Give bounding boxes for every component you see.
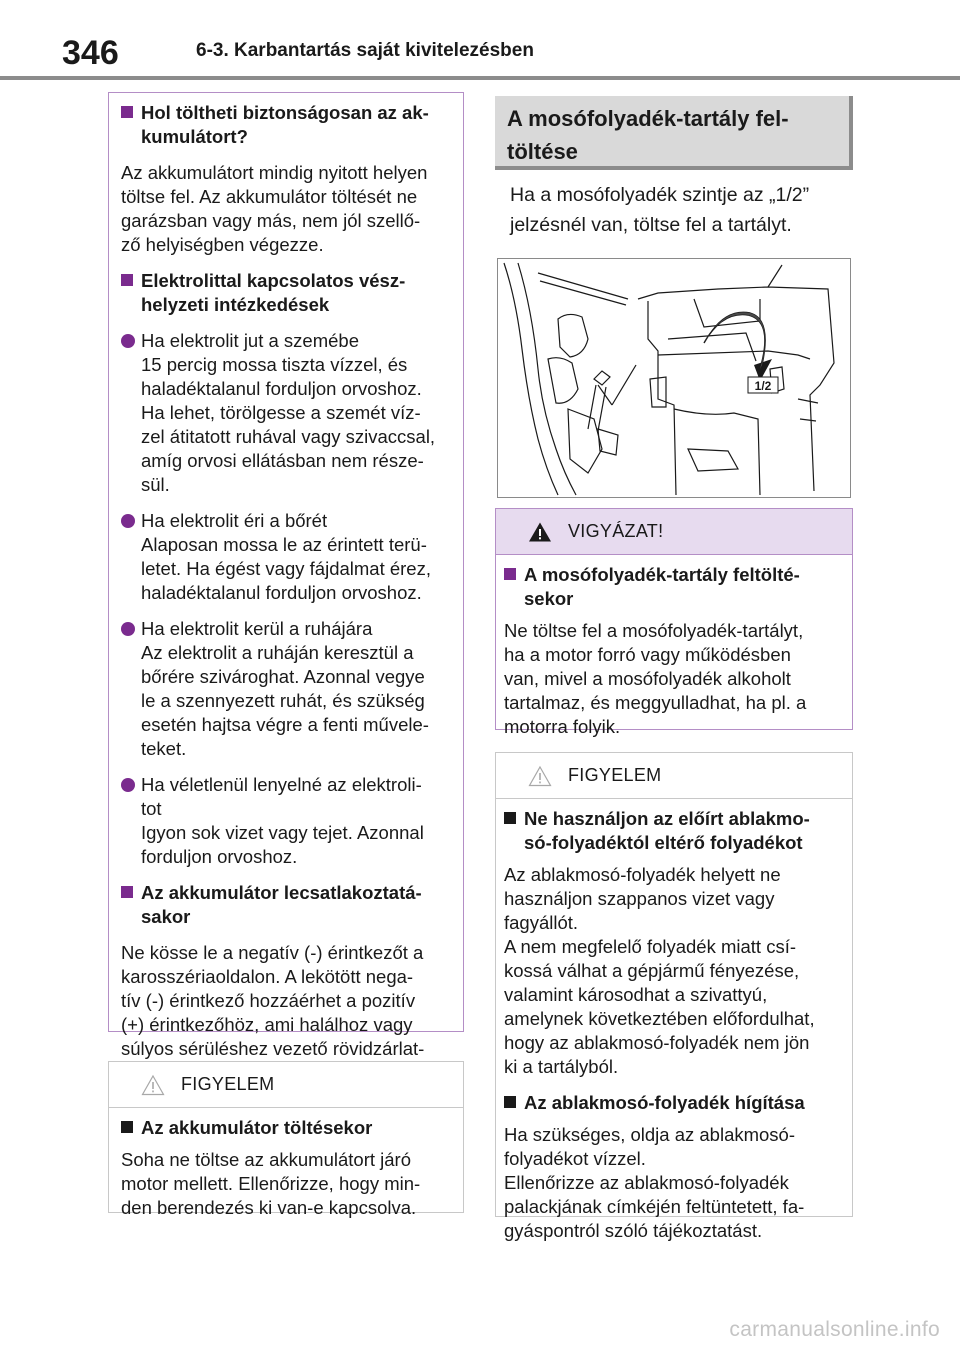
notice-header [496,753,852,799]
caution-label: VIGYÁZAT! [568,521,664,541]
round-bullet-icon [121,622,135,636]
subheading-filling-reservoir: A mosófolyadék-tartály feltölté- sekor [504,563,838,611]
header-rule [0,76,960,80]
watermark-text: carmanualsonline.info [729,1318,940,1341]
subheading-disconnecting: Az akkumulátor lecsatlakoztatá- sakor [121,881,449,929]
square-bullet-icon [121,886,133,898]
half-level-marker: 1/2 [754,379,772,393]
notice-box-washer-fluid [495,752,853,1241]
notice-header [109,1062,463,1108]
bullet-eye-contact: Ha elektrolit jut a szemébe 15 percig mossa tiszta vízzel, és haladéktalanul forduljon orvoshoz. Ha lehet, törölgesse a szemét víz- zel átitatott ruhával vagy szivaccsal, amíg orvosi ellátásban nem része- sül. [121,329,449,497]
square-bullet-icon [121,274,133,286]
paragraph-safe-charging: Az akkumulátort mindig nyitott helyen töltse fel. Az akkumulátor töltését ne garázsban vagy más, nem jól szellő- ző helyiségben végezze. [121,162,428,255]
paragraph-correct-fluid: Az ablakmosó-folyadék helyett ne használjon szappanos vizet vagy fagyállót. A nem megfelelő folyadék miatt csí- kossá válhat a gépjármű fényezése, valamint károsodhat a szivattyú, amelynek következtében előfordulhat, hogy az ablakmosó-folyadék nem jön ki a tartályból. [504,864,815,1077]
notice-box-charging [108,1061,464,1218]
page-number: 346 [62,34,119,72]
subheading-diluting-fluid: Az ablakmosó-folyadék hígítása [504,1091,838,1115]
caution-header [496,509,852,555]
bullet-skin-contact: Ha elektrolit éri a bőrét Alaposan mossa le az érintett terü- letet. Ha égést vagy fájdalmat érez, haladéktalanul forduljon orvoshoz. [121,509,449,605]
section-title: 6-3. Karbantartás saját kivitelezésben [196,40,534,61]
washer-reservoir-illustration [497,258,851,498]
subheading-electrolyte-emergency: Elektrolittal kapcsolatos vész- helyzeti intézkedések [121,269,449,317]
square-bullet-icon [121,1121,133,1133]
bullet-clothing-contact: Ha elektrolit kerül a ruhájára Az elektrolit a ruháján keresztül a bőrére szivároghat. Azonnal vegye le a szennyezett ruhát, és szükség esetén hajtsa végre a fenti művele- teket. [121,617,449,761]
paragraph-disconnecting: Ne kösse le a negatív (-) érintkezőt a karosszériaoldalon. A lekötött nega- tív (-) érintkező hozzáérhet a pozitív (+) érintkezőhöz, ami halálhoz vagy súlyos sérüléshez vezető rövidzárlat- [121,942,425,1059]
battery-info-box [108,92,464,1059]
square-bullet-icon [121,106,133,118]
paragraph-filling-reservoir: Ne töltse fel a mosófolyadék-tartályt, ha a motor forró vagy működésben van, mivel a mosófolyadék alkoholt tartalmaz, és meggyulladhat, ha pl. a motorra folyik. [504,620,807,737]
warning-triangle-icon [528,765,552,787]
square-bullet-icon [504,812,516,824]
warning-triangle-icon [528,521,552,543]
reservoir-drawing [498,259,851,498]
paragraph-while-charging: Soha ne töltse az akkumulátort járó motor mellett. Ellenőrizze, hogy min- den berendezés ki van-e kapcsolva. [121,1149,421,1218]
subheading-safe-charging: Hol töltheti biztonságosan az ak- kumulátort? [121,101,449,149]
square-bullet-icon [504,568,516,580]
warning-triangle-icon [141,1074,165,1096]
paragraph-diluting-fluid: Ha szükséges, oldja az ablakmosó- folyadékot vízzel. Ellenőrizze az ablakmosó-folyadék palackjának címkéjén feltüntetett, fa- gyáspontról szóló tájékoztatást. [504,1124,805,1241]
square-bullet-icon [504,1096,516,1108]
subheading-correct-fluid: Ne használjon az előírt ablakmo- só-folyadéktól eltérő folyadékot [504,807,838,855]
round-bullet-icon [121,334,135,348]
notice-label: FIGYELEM [181,1074,275,1094]
caution-box-filling [495,508,853,737]
round-bullet-icon [121,778,135,792]
subheading-while-charging: Az akkumulátor töltésekor [121,1116,449,1140]
washer-intro-text: Ha a mosófolyadék szintje az „1/2” jelzésnél van, töltse fel a tartályt. [510,184,810,236]
notice-label: FIGYELEM [568,765,662,785]
washer-section-title: A mosófolyadék-tartály fel- töltése [495,96,853,170]
bullet-swallowed: Ha véletlenül lenyelné az elektroli- tot Igyon sok vizet vagy tejet. Azonnal forduljon orvoshoz. [121,773,449,869]
round-bullet-icon [121,514,135,528]
